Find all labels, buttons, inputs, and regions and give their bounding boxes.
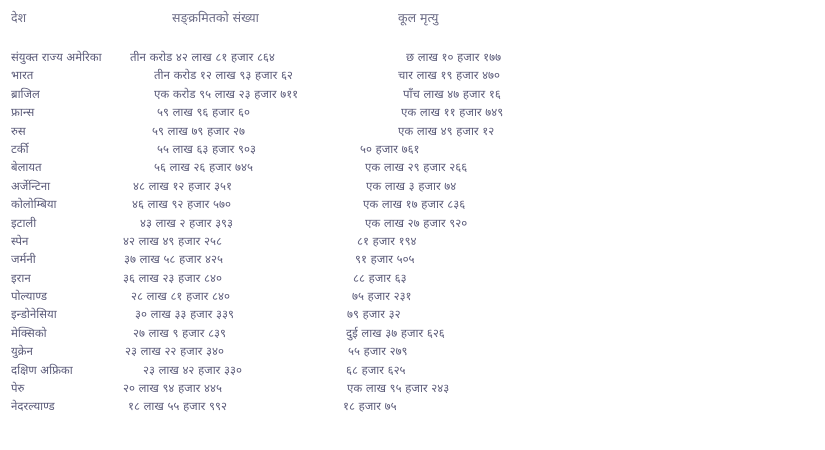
cases-cell: २० लाख ९४ हजार ४४५: [123, 381, 222, 396]
cases-cell: १८ लाख ५५ हजार ९९२: [128, 399, 227, 414]
deaths-cell: छ लाख १० हजार १७७: [406, 50, 502, 64]
header-cases: सङ्क्रमितको संख्या: [172, 10, 259, 25]
cases-cell: २३ लाख ४२ हजार ३३०: [143, 362, 242, 377]
cases-cell: ३६ लाख २३ हजार ८४०: [123, 270, 222, 285]
deaths-cell: एक लाख २९ हजार २६६: [365, 160, 468, 175]
country-cell: पोल्याण्ड: [11, 289, 48, 304]
deaths-cell: ८८ हजार ६३: [353, 270, 407, 285]
country-cell: जर्मनी: [11, 252, 36, 267]
country-cell: दक्षिण अफ्रिका: [11, 362, 73, 377]
country-cell: युक्रेन: [11, 344, 33, 359]
table-row: [0, 344, 825, 362]
cases-cell: ३७ लाख ५८ हजार ४२५: [124, 252, 223, 267]
deaths-cell: एक लाख ३ हजार ७४: [366, 178, 457, 193]
country-cell: पेरु: [11, 381, 25, 396]
cases-cell: ४८ लाख १२ हजार ३५१: [133, 178, 232, 193]
table-row: [0, 271, 825, 289]
cases-cell: २८ लाख ८१ हजार ८४०: [131, 289, 230, 304]
deaths-cell: एक लाख १७ हजार ८३६: [363, 197, 466, 212]
cases-cell: एक करोड ९५ लाख २३ हजार ७११: [154, 86, 299, 101]
country-cell: नेदरल्याण्ड: [11, 399, 55, 414]
country-cell: इन्डोनेसिया: [11, 307, 57, 322]
table-row: [0, 326, 825, 344]
cases-cell: ५९ लाख ७९ हजार २७: [152, 123, 246, 138]
table-row: [0, 381, 825, 399]
country-cell: भारत: [11, 68, 34, 83]
table-row: [0, 197, 825, 215]
cases-cell: ४२ लाख ४९ हजार २५८: [123, 233, 222, 248]
deaths-cell: दुई लाख ३७ हजार ६२६: [346, 325, 445, 340]
cases-cell: २७ लाख ९ हजार ८३९: [133, 325, 227, 340]
country-cell: अर्जेन्टिना: [11, 178, 51, 193]
cases-cell: ४३ लाख २ हजार ३९३: [140, 215, 234, 230]
table-row: [0, 179, 825, 197]
header-country: देश: [11, 10, 27, 25]
table-row: [0, 363, 825, 381]
table-row: [0, 289, 825, 307]
deaths-cell: ८१ हजार १९४: [357, 233, 417, 248]
table-header: [0, 9, 825, 31]
table-row: [0, 68, 825, 86]
table-row: [0, 160, 825, 178]
deaths-cell: १८ हजार ७५: [343, 399, 397, 414]
deaths-cell: ५५ हजार २७९: [348, 344, 408, 359]
cases-cell: ३० लाख ३३ हजार ३३९: [135, 307, 234, 322]
cases-cell: ५६ लाख २६ हजार ७४५: [154, 160, 253, 175]
table-row: [0, 105, 825, 123]
country-cell: बेलायत: [11, 160, 42, 175]
deaths-cell: एक लाख ११ हजार ७४९: [401, 105, 504, 120]
country-cell: इरान: [11, 270, 31, 285]
table-row: [0, 307, 825, 325]
country-cell: मेक्सिको: [11, 325, 47, 340]
cases-cell: ५९ लाख ९६ हजार ६०: [157, 105, 251, 120]
cases-cell: तीन करोड ४२ लाख ८१ हजार ८६४: [130, 50, 275, 64]
header-deaths: कूल मृत्यु: [398, 10, 439, 25]
deaths-cell: ९१ हजार ५०५: [355, 252, 415, 267]
deaths-cell: एक लाख ४९ हजार १२: [398, 123, 495, 138]
table-row: [0, 252, 825, 270]
table-row: [0, 399, 825, 417]
country-cell: कोलोम्बिया: [11, 197, 57, 212]
deaths-cell: पाँच लाख ४७ हजार १६: [403, 86, 501, 101]
country-cell: संयुक्त राज्य अमेरिका: [11, 50, 102, 64]
deaths-cell: ७९ हजार ३२: [347, 307, 401, 322]
cases-cell: ४६ लाख ९२ हजार ५७०: [132, 197, 231, 212]
table-row: [0, 124, 825, 142]
country-cell: ब्राजिल: [11, 86, 40, 101]
deaths-cell: ५० हजार ७६१: [360, 141, 420, 156]
deaths-cell: एक लाख २७ हजार ९२०: [365, 215, 468, 230]
table-body: [0, 50, 825, 418]
cases-cell: २३ लाख २२ हजार ३४०: [125, 344, 224, 359]
cases-cell: ५५ लाख ६३ हजार ९०३: [157, 141, 256, 156]
deaths-cell: चार लाख १९ हजार ४७०: [398, 68, 501, 83]
table-row: [0, 234, 825, 252]
deaths-cell: ७५ हजार २३१: [352, 289, 412, 304]
country-cell: रुस: [11, 123, 26, 138]
table-row: [0, 142, 825, 160]
table-row: [0, 87, 825, 105]
deaths-cell: एक लाख ९५ हजार २४३: [347, 381, 450, 396]
country-cell: टर्की: [11, 141, 29, 156]
country-cell: फ्रान्स: [11, 105, 35, 120]
table-row: [0, 50, 825, 68]
cases-cell: तीन करोड १२ लाख ९३ हजार ६२: [154, 68, 293, 83]
deaths-cell: ६८ हजार ६२५: [346, 362, 406, 377]
country-cell: इटाली: [11, 215, 37, 230]
table-row: [0, 216, 825, 234]
country-cell: स्पेन: [11, 233, 29, 248]
